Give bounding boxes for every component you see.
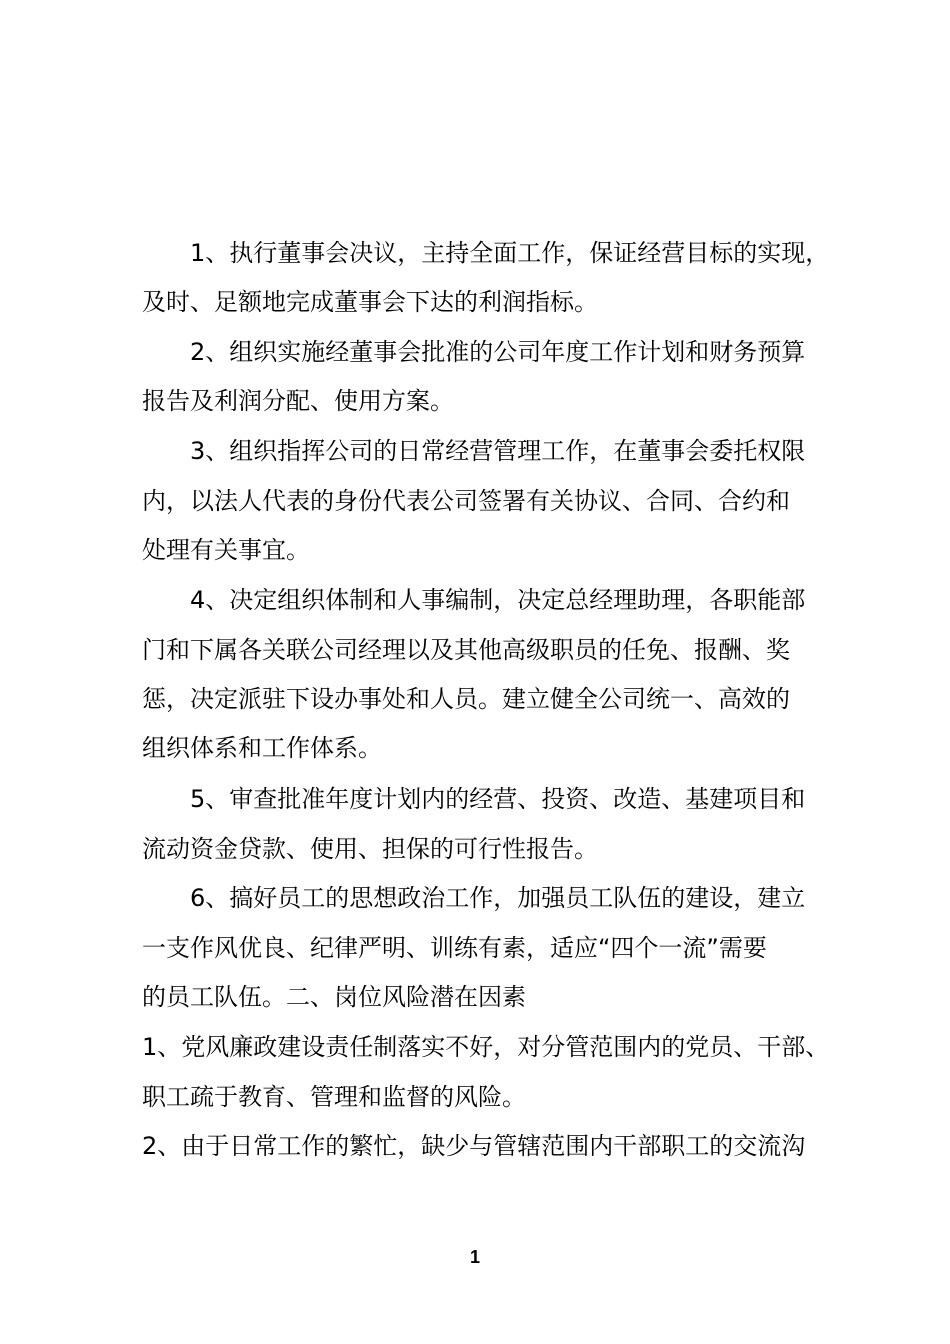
paragraph-6-line-1: 6、搞好员工的思想政治工作，加强员工队伍的建设，建立 [190, 884, 806, 912]
paragraph-6-line-3: 的员工队伍。二、岗位风险潜在因素 [142, 983, 526, 1011]
paragraph-5-line-1: 5、审查批准年度计划内的经营、投资、改造、基建项目和 [190, 785, 806, 813]
paragraph-3-line-3: 处理有关事宜。 [142, 536, 310, 564]
paragraph-4-line-2: 门和下属各关联公司经理以及其他高级职员的任免、报酬、奖 [142, 636, 790, 664]
page-number: 1 [469, 1247, 480, 1267]
paragraph-1-line-2: 及时、足额地完成董事会下达的利润指标。 [142, 288, 598, 316]
paragraph-3-line-1: 3、组织指挥公司的日常经营管理工作，在董事会委托权限 [190, 437, 806, 465]
paragraph-7-line-2: 职工疏于教育、管理和监督的风险。 [142, 1083, 526, 1111]
paragraph-6-line-2: 一支作风优良、纪律严明、训练有素，适应“四个一流”需要 [142, 934, 767, 962]
paragraph-7-line-1: 1、党风廉政建设责任制落实不好，对分管范围内的党员、干部、 [142, 1033, 830, 1061]
paragraph-5-line-2: 流动资金贷款、使用、担保的可行性报告。 [142, 835, 598, 863]
paragraph-4-line-4: 组织体系和工作体系。 [142, 734, 382, 762]
paragraph-2-line-1: 2、组织实施经董事会批准的公司年度工作计划和财务预算 [190, 338, 806, 366]
paragraph-4-line-1: 4、决定组织体制和人事编制，决定总经理助理，各职能部 [190, 586, 806, 614]
paragraph-2-line-2: 报告及利润分配、使用方案。 [142, 387, 454, 415]
paragraph-3-line-2: 内，以法人代表的身份代表公司签署有关协议、合同、合约和 [142, 487, 790, 515]
paragraph-1-line-1: 1、执行董事会决议，主持全面工作，保证经营目标的实现， [190, 239, 830, 267]
paragraph-4-line-3: 惩，决定派驻下设办事处和人员。建立健全公司统一、高效的 [142, 685, 790, 713]
paragraph-8-line-1: 2、由于日常工作的繁忙，缺少与管辖范围内干部职工的交流沟 [142, 1132, 806, 1160]
